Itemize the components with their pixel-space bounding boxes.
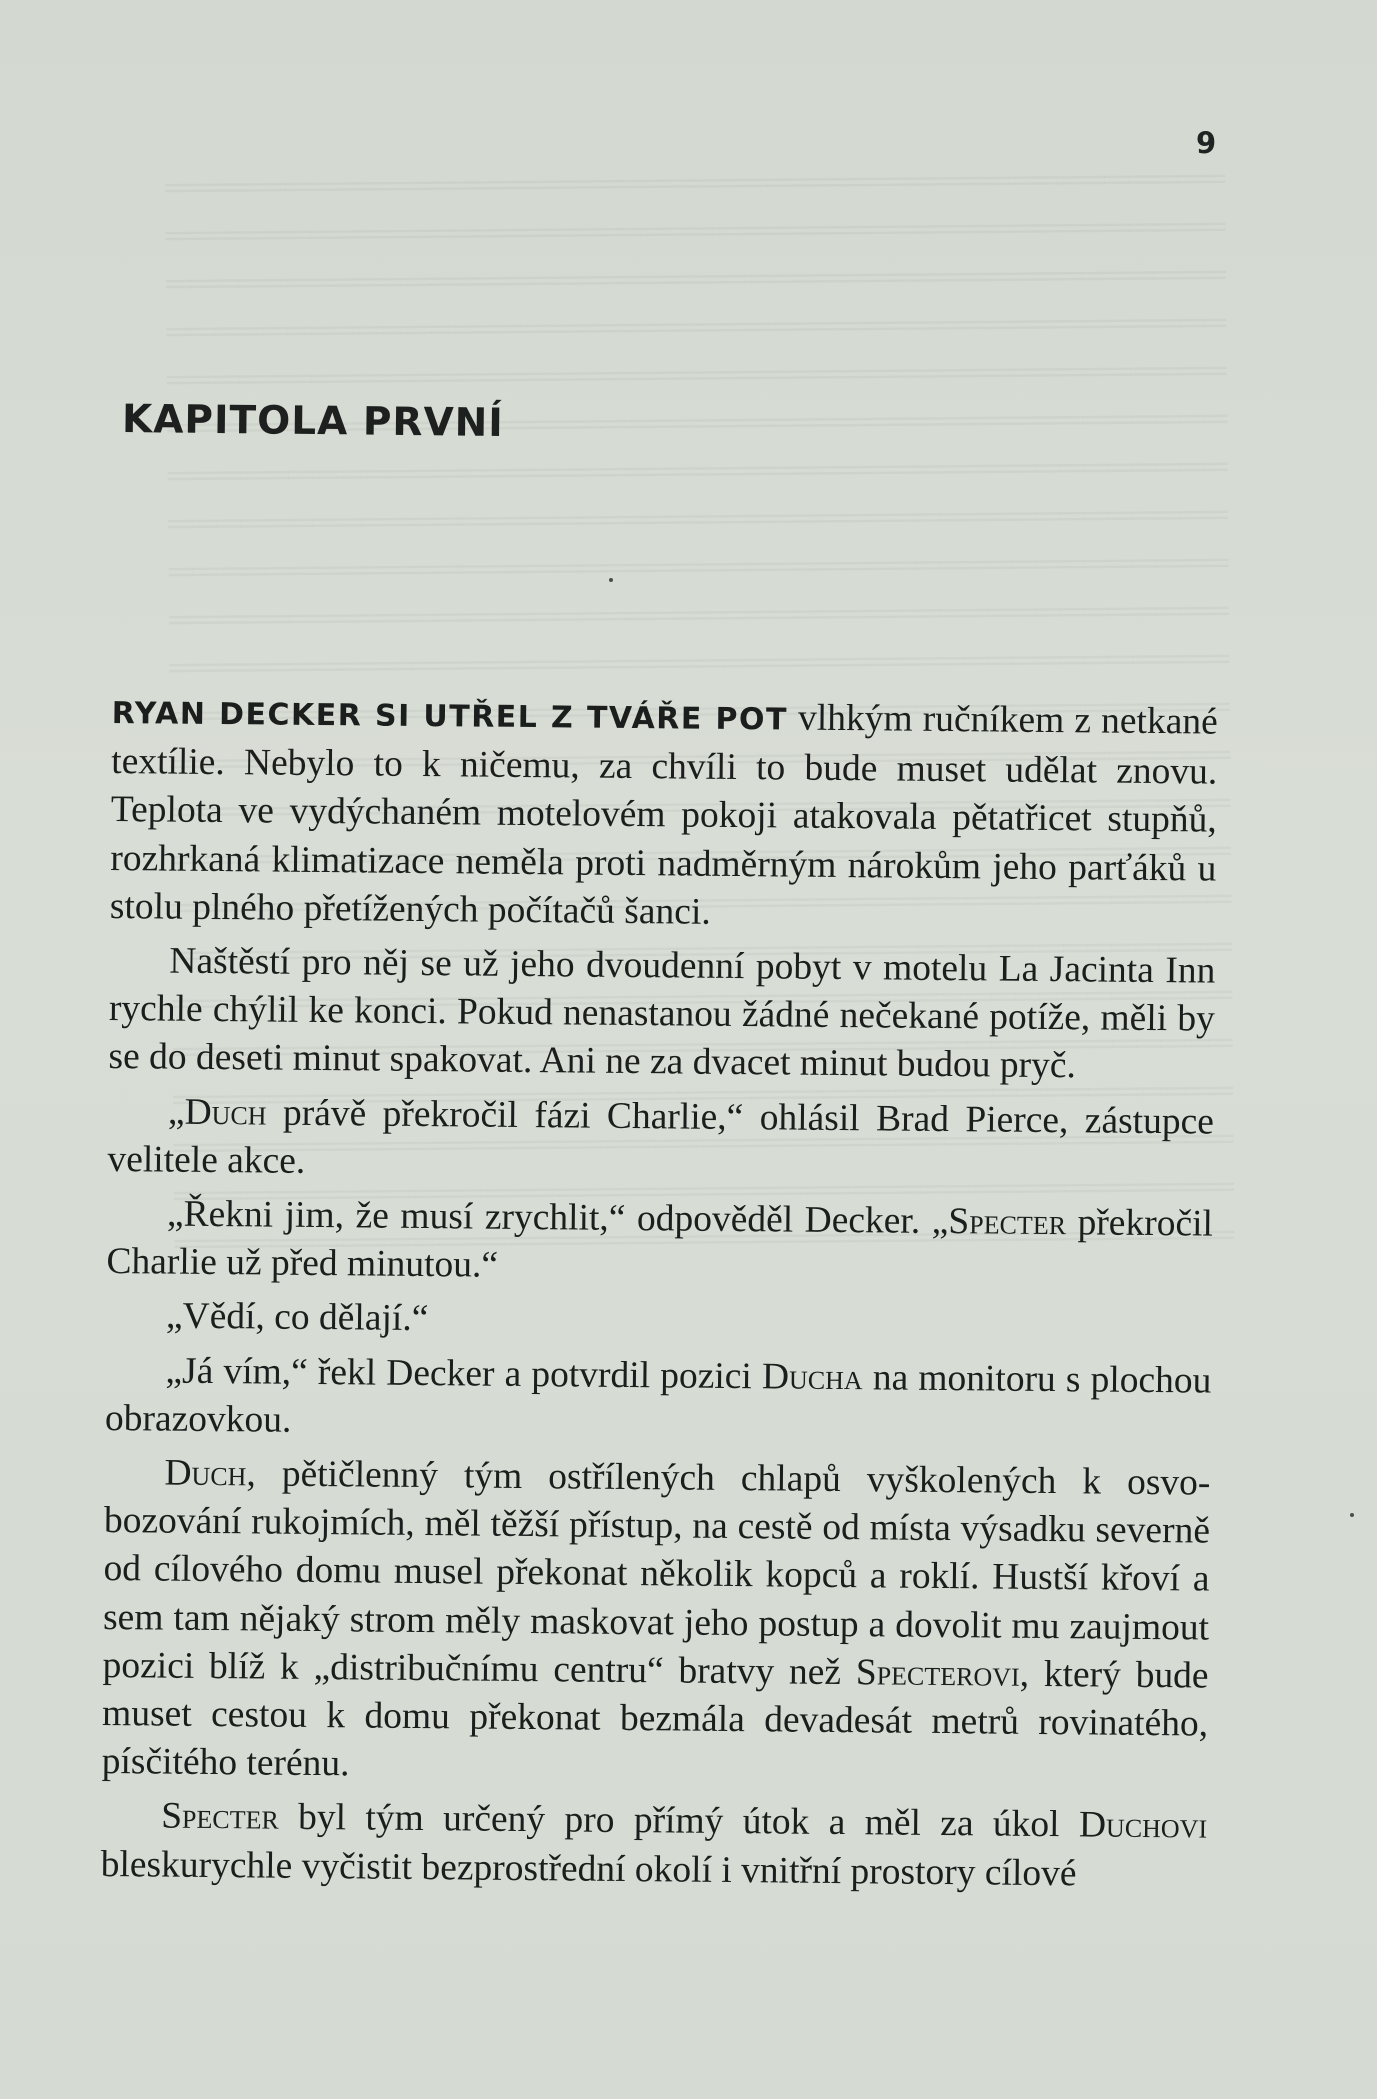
chapter-lead-in: RYAN DECKER SI UTŘEL Z TVÁŘE POT — [111, 695, 789, 738]
paragraph-8-text-b: bleskurychle vyčistit bezprostřední okolí i vnitřní prostory cílové — [100, 1843, 1077, 1894]
paragraph-1-text: vlhkým ručníkem z netkané textílie. Nebylo to k ničemu, za chvíli to bude muset udělat znovu. Teplota ve vydýchaném motelovém pokoji atakovala pětatřicet stupňů, rozhrkaná klimatizace neměla proti nadměrným nárokům jeho parťáků u stolu plného přetížených počítačů šanci. — [109, 697, 1218, 933]
paragraph-6 — [105, 1347, 1212, 1454]
paragraph-3-text-a: „ — [167, 1091, 185, 1133]
paragraph-7-text-b: , který bude muset cestou k domu překonat bezmála devadesát metrů rovinatého, písčitého terénu. — [101, 1653, 1209, 1785]
paragraph-2 — [108, 937, 1215, 1092]
paragraph-6-text-a: „Já vím,“ řekl Decker a potvrdil pozici — [165, 1350, 763, 1397]
paragraph-4 — [106, 1190, 1213, 1297]
paragraph-4-text-b: překročil Charlie už před minutou.“ — [106, 1202, 1214, 1286]
body-text — [100, 688, 1217, 1899]
paragraph-2-text: Naštěstí pro něj se už jeho dvoudenní pobyt v motelu La Jacinta Inn rychle chýlil ke konci. Pokud nenastanou žádné nečekané potíže, měli by se do deseti minut spakovat. Ani ne za dvacet minut budou pryč. — [108, 940, 1216, 1087]
team-name-ducha: Ducha — [761, 1355, 863, 1398]
team-name-specter: Specter — [160, 1795, 280, 1839]
paragraph-7 — [101, 1449, 1210, 1797]
paper-speck — [609, 578, 613, 582]
team-name-duch: Duch — [164, 1452, 247, 1495]
paragraph-3 — [107, 1088, 1214, 1195]
paragraph-8-text-a: byl tým určený pro přímý útok a měl za úkol — [278, 1797, 1080, 1846]
team-name-duchovi: Duchovi — [1078, 1804, 1208, 1848]
paragraph-7-text-a: , pětičlenný tým ostřílených chlapů vyškolených k osvobozování rukojmích, měl těžší přístup, na cestě od místa výsadku severně od cílového domu musel překonat několik kopců a roklí. Hustší křoví a sem tam nějaký strom měly maskovat jeho postup a dovolit mu zaujmout pozici blíž k „distribučnímu centru“ bratvy než — [102, 1453, 1211, 1694]
paragraph-8 — [100, 1792, 1207, 1899]
chapter-title: KAPITOLA PRVNÍ — [121, 397, 505, 446]
page-number: 9 — [1196, 126, 1217, 160]
paper-speck — [1350, 1513, 1354, 1517]
paragraph-3-text-b: právě překročil fázi Charlie,“ ohlásil Brad Pierce, zástupce velitele akce. — [107, 1092, 1215, 1182]
paragraph-5 — [106, 1292, 1212, 1351]
paragraph-4-text-a: „Řekni jim, že musí zrychlit,“ odpověděl Decker. „ — [166, 1193, 949, 1243]
paragraph-1 — [110, 688, 1218, 942]
team-name-duch: Duch — [184, 1091, 267, 1134]
paragraph-6-text-b: na monitoru s plochou obrazovkou. — [104, 1356, 1212, 1441]
team-name-specter: Specter — [948, 1201, 1067, 1244]
team-name-specterovi: Specterovi — [855, 1652, 1020, 1695]
paragraph-5-text: „Vědí, co dělají.“ — [165, 1295, 429, 1340]
